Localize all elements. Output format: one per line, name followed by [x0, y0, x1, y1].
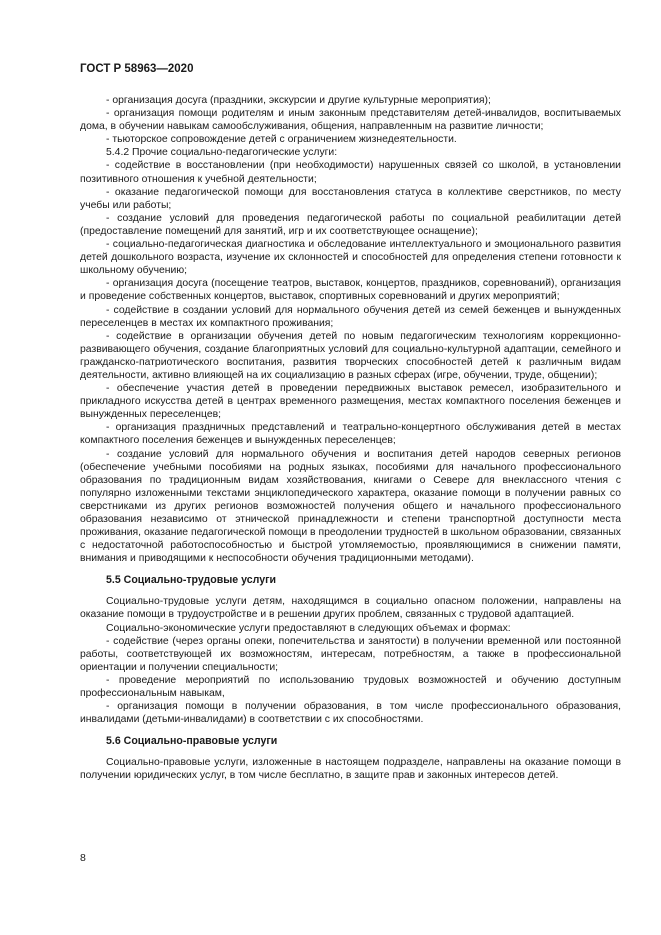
paragraph: - содействие в организации обучения детей по новым педагогическим технологиям коррекционно-развивающего обучения, создание благоприятных условий для социально-культурной адаптации, семейного и гражданско-патриотического воспитания, развития творческих способностей детей к различным видам деятельности, активно влияющей на их социализацию в разных сферах (игре, обучении, труде, общении); — [80, 330, 621, 381]
paragraph: Социально-трудовые услуги детям, находящимся в социально опасном положении, направлены на оказание помощи в трудоустройстве и в решении других проблем, связанных с трудовой адаптацией. — [80, 596, 621, 621]
body-text-block-a — [80, 94, 621, 565]
paragraph: - организация досуга (праздники, экскурсии и другие культурные мероприятия); — [106, 95, 491, 106]
paragraph: - содействие (через органы опеки, попечительства и занятости) в получении временной или постоянной работы, соответствующей их возможностям, интересам, потребностям, а также в профессиональной ориентации и получении специальности; — [80, 635, 621, 673]
section-5-6-body — [80, 756, 621, 782]
paragraph: - создание условий для проведения педагогической работы по социальной реабилитации детей (предоставление помещений для занятий, игр и их соответствующее оснащение); — [80, 212, 621, 237]
paragraph: - социально-педагогическая диагностика и обследование интеллектуального и эмоционального развития детей дошкольного возраста, изучение их склонностей и способностей для определения степени готовности к школьному обучению; — [80, 239, 621, 277]
paragraph: - проведение мероприятий по использованию трудовых возможностей и обучению доступным профессиональным навыкам, — [80, 674, 621, 700]
document-header: ГОСТ Р 58963—2020 — [80, 63, 194, 75]
paragraph: - создание условий для нормального обучения и воспитания детей народов северных регионов (обеспечение учебными пособиями на родных языках, пособиями для начального профессионального образования по традиционным видам хозяйствования, книгами о Севере для внеклассного чтения с популярно изложенными текстами энциклопедического характера, оказание помощи в получении равных со сверстниками из других регионов возможностей получения общего и начального профессионального образования независимо от этнической принадлежности и степени транспортной доступности места проживания, оказание педагогической помощи в преодолении трудностей в школьном образовании, связанных с недостаточной работоспособностью и быстрой утомляемостью, проявляющимися в снижении памяти, внимания и приводящими к неспособности обучения традиционными методами). — [80, 448, 621, 565]
paragraph: - организация помощи родителям и иным законным представителям детей-инвалидов, воспитываемых дома, в обучении навыкам самообслуживания, общения, направленным на развитие личности; — [80, 108, 621, 133]
section-heading-5-5: 5.5 Социально-трудовые услуги — [106, 574, 277, 587]
paragraph: - организация праздничных представлений и театрально-концертного обслуживания детей в местах компактного поселения беженцев и вынужденных переселенцев; — [80, 422, 621, 447]
paragraph: - оказание педагогической помощи для восстановления статуса в коллективе сверстников, по месту учебы или работы; — [80, 186, 621, 211]
paragraph: - обеспечение участия детей в проведении передвижных выставок ремесел, изобразительного и прикладного искусства детей в центрах временного размещения, местах компактного поселения беженцев и вынужденных переселенцев; — [80, 383, 621, 421]
subsection-title: 5.4.2 Прочие социально-педагогические услуги: — [106, 147, 338, 159]
paragraph: - содействие в создании условий для нормального обучения детей из семей беженцев и вынужденных переселенцев в местах их компактного проживания; — [80, 304, 621, 329]
paragraph: - тьюторское сопровождение детей с ограничением жизнедеятельности. — [106, 134, 457, 146]
paragraph: - содействие в восстановлении (при необходимости) нарушенных связей со школой, в установлении позитивного отношения к учебной деятельности; — [80, 160, 621, 185]
paragraph: - организация помощи в получении образования, в том числе профессионального образования, инвалидами (детьми-инвалидами) в соответствии с их способностями. — [80, 701, 621, 726]
paragraph: Социально-правовые услуги, изложенные в настоящем подразделе, направлены на оказание помощи в получении юридических услуг, в том числе бесплатно, в защите прав и законных интересов детей. — [80, 757, 621, 782]
section-5-5-body — [80, 595, 621, 726]
paragraph: - организация досуга (посещение театров, выставок, концертов, праздников, соревнований), организация и проведение собственных концертов, выставок, спортивных соревнований и других мероприятий; — [80, 278, 621, 303]
section-heading-5-6: 5.6 Социально-правовые услуги — [106, 735, 278, 748]
paragraph: Социально-экономические услуги предоставляют в следующих объемах и формах: — [106, 622, 511, 634]
page-number: 8 — [80, 852, 86, 864]
